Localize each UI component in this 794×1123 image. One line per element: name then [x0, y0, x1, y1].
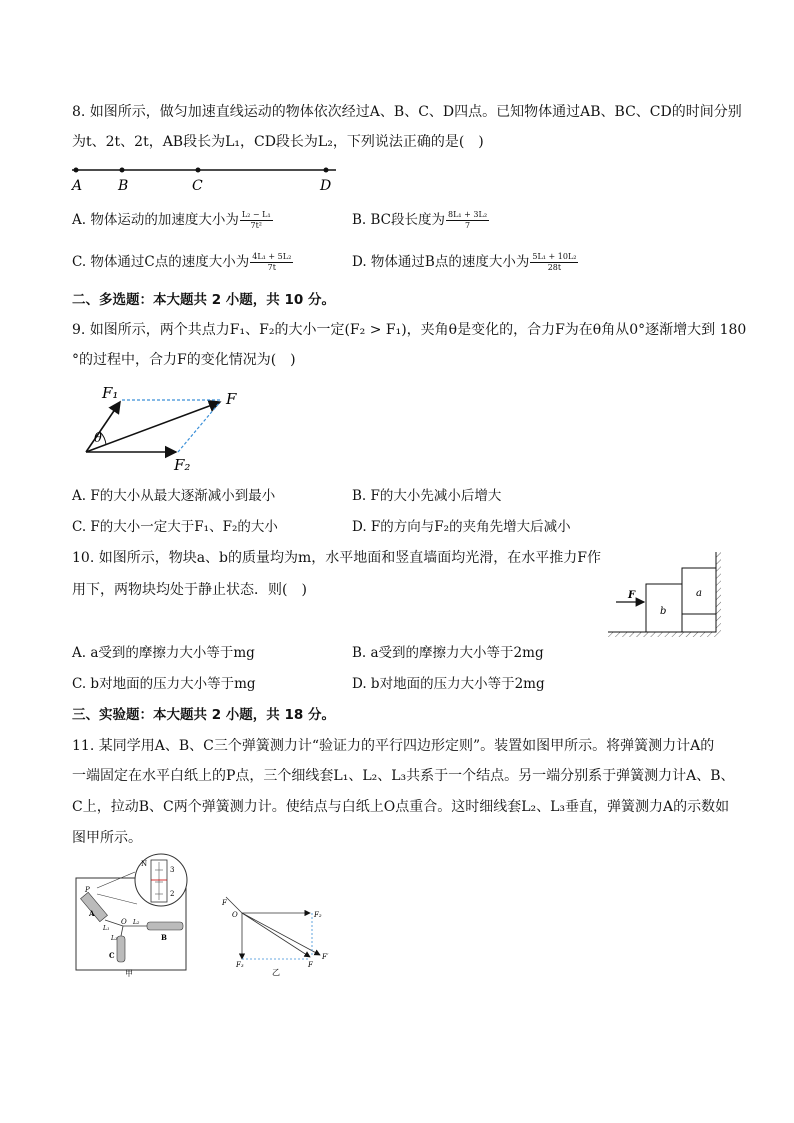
q8-line-diagram [72, 162, 342, 196]
q9-option-c[interactable]: C. F的大小一定大于F₁、F₂的大小 [72, 519, 278, 535]
q11-jia-tick-2: 2 [170, 890, 175, 898]
q8-point-d: D [320, 178, 332, 194]
q11-jia-label-n: N [141, 860, 148, 868]
section-experiment-heading: 三、实验题：本大题共 2 小题，共 18 分。 [72, 707, 335, 723]
q8-point-b: B [118, 178, 129, 194]
q9-stem-line2: °的过程中，合力F的变化情况为( ) [72, 352, 296, 368]
q8-stem-line1: 8. 如图所示，做匀加速直线运动的物体依次经过A、B、C、D四点。已知物体通过AB、BC、CD的时间分别 [72, 104, 742, 120]
q11-jia-caption: 甲 [125, 969, 133, 978]
q10-blocks-figure [608, 552, 726, 638]
q10-stem-line1: 10. 如图所示，物块a、b的质量均为m，水平地面和竖直墙面均光滑，在水平推力F作 [72, 550, 602, 566]
q9-option-a[interactable]: A. F的大小从最大逐渐减小到最小 [72, 488, 276, 504]
q11-stem-line2: 一端固定在水平白纸上的P点，三个细线套L₁、L₂、L₃共系于一个结点。另一端分别系于弹簧测力计A、B、 [72, 768, 735, 784]
q8-option-d[interactable]: D. 物体通过B点的速度大小为 $\frac{\text{5L₁ + 10L₂}}{28t}$ [352, 252, 577, 272]
section-multiple-choice-heading: 二、多选题：本大题共 2 小题，共 10 分。 [72, 292, 335, 308]
q10-label-force: F [628, 590, 636, 601]
q10-option-c[interactable]: C. b对地面的压力大小等于mg [72, 676, 256, 692]
q11-jia-tick-3: 3 [170, 866, 175, 874]
q11-stem-line3: C上，拉动B、C两个弹簧测力计。使结点与白纸上O点重合。这时细线套L₂、L₃垂直，弹簧测力A的示数如 [72, 799, 730, 815]
q8-stem-line2: 为t、2t、2t，AB段长为L₁，CD段长为L₂，下列说法正确的是( ) [72, 134, 484, 150]
q10-label-block-b: b [660, 606, 667, 617]
q9-option-b[interactable]: B. F的大小先减小后增大 [352, 488, 502, 504]
q8-option-c[interactable]: C. 物体通过C点的速度大小为 $\frac{\text{4L₁ + 5L₂}}{7t}$ [72, 252, 292, 272]
q11-yi-label-f2: F₂ [314, 911, 322, 919]
q11-jia-label-b: B [161, 933, 167, 942]
q11-jia-label-l1: L₁ [103, 925, 110, 932]
q8-option-a[interactable]: A. 物体运动的加速度大小为 $\frac{\text{L₂ − L₁}}{\text{7t²}}$ [72, 210, 271, 230]
q11-yi-label-f3: F₃ [236, 961, 244, 969]
q9-label-theta: θ [94, 431, 102, 446]
q9-label-f2: F₂ [174, 456, 191, 474]
q8-option-b[interactable]: B. BC段长度为 $\frac{\text{8L₁ + 3L₂}}{7}$ [352, 210, 488, 230]
q8-point-c: C [192, 178, 203, 194]
q11-jia-label-l2: L₂ [133, 919, 140, 926]
q11-jia-label-p: P [85, 886, 90, 894]
q11-jia-label-o: O [121, 918, 127, 926]
q11-yi-label-f-prime: F′ [322, 953, 329, 961]
q10-option-b[interactable]: B. a受到的摩擦力大小等于2mg [352, 645, 544, 661]
q11-yi-caption: 乙 [272, 968, 280, 977]
q9-force-parallelogram [80, 382, 260, 474]
q10-stem-line2: 用下，两物块均处于静止状态．则( ) [72, 582, 307, 598]
q11-yi-label-o: O [232, 911, 238, 919]
q9-label-f1: F₁ [102, 384, 119, 402]
q11-jia-label-c: C [109, 951, 115, 960]
q10-option-d[interactable]: D. b对地面的压力大小等于2mg [352, 676, 545, 692]
q11-figure-jia [75, 858, 195, 978]
q11-yi-label-f-resultant: F [308, 961, 313, 969]
q9-stem-line1: 9. 如图所示，两个共点力F₁、F₂的大小一定(F₂ > F₁)，夹角θ是变化的，合力F为在θ角从0°逐渐增大到 180 [72, 322, 747, 338]
q11-yi-label-f-top: F [222, 899, 227, 907]
q10-option-a[interactable]: A. a受到的摩擦力大小等于mg [72, 645, 255, 661]
q8-point-a: A [72, 178, 83, 194]
q11-stem-line4: 图甲所示。 [72, 830, 142, 846]
q11-figure-yi [222, 893, 352, 977]
q9-option-d[interactable]: D. F的方向与F₂的夹角先增大后减小 [352, 519, 571, 535]
q11-jia-label-l3: L₃ [111, 935, 118, 942]
q9-label-f: F [226, 390, 237, 408]
q10-label-block-a: a [696, 588, 702, 599]
q11-jia-label-a: A [89, 909, 95, 918]
q11-stem-line1: 11. 某同学用A、B、C三个弹簧测力计“验证力的平行四边形定则”。装置如图甲所示。将弹簧测力计A的 [72, 738, 715, 754]
